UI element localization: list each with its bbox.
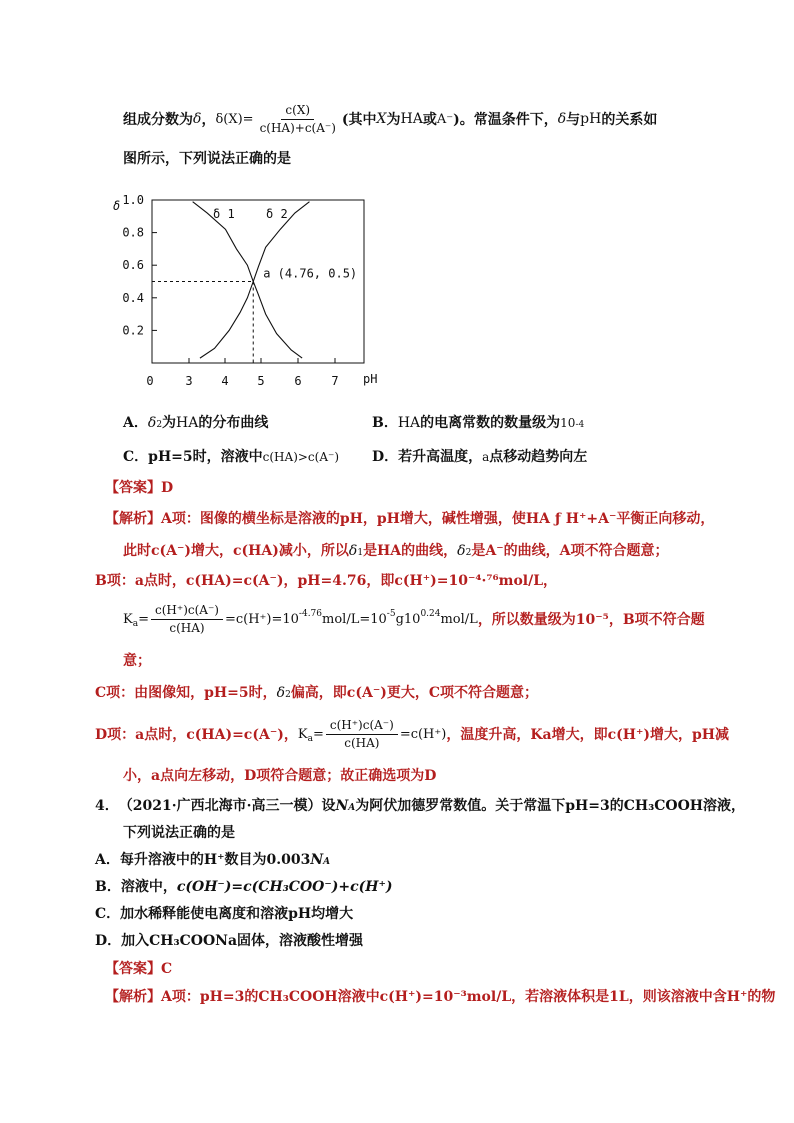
stem-text: 为阿伏加德罗常数值。关于常温下pH=3的CH₃COOH溶液，	[355, 798, 745, 814]
y-tick-label: 0.8	[122, 225, 144, 240]
option-b-label: B．	[372, 415, 398, 431]
y-tick-label: 0.4	[122, 290, 144, 305]
delta-symbol: δ	[557, 111, 567, 127]
analysis-4-line1	[105, 986, 775, 1006]
option-b	[372, 412, 584, 432]
q3-stem-line1	[123, 103, 743, 135]
analysis-text: C项：由图像知，pH=5时，	[95, 685, 277, 701]
species-a-minus: A⁻	[436, 111, 454, 127]
stem-text: )。常温条件下，	[453, 112, 558, 128]
analysis-text: 偏高，即c(A⁻)更大，C项不符合题意；	[290, 685, 538, 701]
species-ha: HA	[400, 111, 423, 127]
x-axis-label: pH	[363, 372, 378, 386]
question-source: （2021·广西北海市·高三一模）	[118, 798, 322, 814]
variable-x: X	[376, 111, 387, 127]
stem-text: (其中	[341, 112, 377, 128]
option-text: B．溶液中，	[95, 879, 177, 895]
species-ha: HA	[176, 415, 199, 431]
subscript: a	[307, 734, 313, 744]
fraction	[256, 103, 340, 136]
series-label-delta2: δ 2	[266, 207, 288, 221]
analysis-3-line3: B项：a点时，c(HA)=c(A⁻)，pH=4.76，即c(H⁺)=10⁻⁴·⁷⁶mol/L，	[95, 573, 558, 589]
equals: =	[312, 726, 324, 742]
question-number: 4．	[95, 798, 119, 814]
stem-text: 或	[422, 112, 437, 128]
exponent: -5	[386, 609, 396, 619]
option-c	[123, 446, 339, 466]
formula-text: mol/L	[440, 611, 478, 627]
stem-text: 的关系如	[601, 112, 658, 128]
option-text: 的分布曲线	[198, 415, 269, 431]
y-tick-label: 1.0	[122, 193, 144, 207]
ka-fraction	[326, 718, 398, 751]
option-expression: c(HA)>c(A⁻)	[262, 450, 340, 464]
stem-text: 为	[386, 112, 401, 128]
answer-value: C	[161, 961, 173, 977]
fraction-denominator: c(HA)	[344, 735, 380, 750]
delta-symbol: δ	[457, 543, 466, 559]
option-text: pH=5时，溶液中	[148, 449, 263, 465]
subscript: 2	[465, 548, 472, 558]
option-a	[123, 412, 268, 432]
analysis-3-line1	[105, 508, 714, 528]
formula-text: mol/L=10	[322, 611, 387, 627]
fraction-numerator: c(H⁺)c(A⁻)	[326, 718, 398, 735]
answer-value: D	[161, 480, 174, 496]
answer-3	[105, 477, 173, 497]
subscript: A	[348, 803, 356, 813]
subscript: 2	[285, 690, 291, 700]
y-tick-label: 0.6	[122, 258, 144, 273]
analysis-text: A项：图像的横坐标是溶液的pH，pH增大，碱性增强，使HA ƒ H⁺+A⁻平衡正向移动，	[161, 511, 715, 527]
option-a-label: A．	[123, 415, 148, 431]
option-d-label: D．	[372, 449, 399, 465]
q4-stem-line2: 下列说法正确的是	[123, 825, 235, 841]
analysis-text: ，所以数量级为10⁻⁵，B项不符合题	[477, 612, 705, 628]
na-symbol: N	[310, 852, 324, 868]
option-text: 若升高温度，	[398, 449, 483, 465]
analysis-tag: 【解析】	[105, 511, 161, 527]
option-d	[372, 446, 587, 466]
species-ha: HA	[397, 415, 421, 431]
distribution-chart	[105, 188, 395, 393]
analysis-3-line2	[123, 540, 668, 560]
x-tick-label: 6	[294, 374, 302, 388]
x-tick-label: 4	[221, 374, 229, 388]
answer-tag: 【答案】	[105, 480, 161, 496]
answer-tag: 【答案】	[105, 961, 161, 977]
ka-symbol: K	[297, 726, 308, 742]
option-text: 点移动趋势向左	[489, 449, 588, 465]
formula-text: =c(H⁺)=10	[224, 611, 299, 627]
q3-stem-line2: 图所示，下列说法正确的是	[123, 151, 291, 167]
analysis-tag: 【解析】	[105, 989, 161, 1005]
x-tick-label: 0	[146, 374, 154, 388]
q4-stem-line1	[95, 795, 745, 815]
power-base: 10	[560, 416, 576, 430]
analysis-3-line4	[123, 600, 705, 638]
delta-symbol: δ	[147, 415, 157, 431]
analysis-3-line7	[95, 714, 729, 754]
q4-option-b	[95, 876, 392, 896]
ka-symbol: K	[123, 611, 133, 627]
option-text: 为	[162, 415, 177, 431]
ph-label: pH	[580, 111, 602, 127]
y-tick-label: 0.2	[122, 323, 144, 338]
fraction-denominator: c(HA)	[169, 620, 205, 635]
exponent: -4	[575, 420, 585, 430]
stem-text: 设	[321, 798, 336, 814]
analysis-3-line6	[95, 682, 538, 702]
fraction-denominator: c(HA)+c(A⁻)	[259, 120, 336, 135]
point-a: a	[482, 450, 490, 464]
analysis-text: A项：pH=3的CH₃COOH溶液中c(H⁺)=10⁻³mol/L，若溶液体积是1L，则该溶液中含H⁺的物	[161, 989, 776, 1005]
answer-4	[105, 958, 172, 978]
x-tick-label: 3	[185, 374, 193, 388]
x-tick-label: 5	[257, 374, 265, 388]
analysis-3-line8: 小，a点向左移动，D项符合题意；故正确选项为D	[123, 768, 437, 784]
na-symbol: N	[335, 798, 349, 814]
option-c-label: C．	[123, 449, 149, 465]
delta-symbol: δ	[276, 685, 286, 701]
option-text: 的电离常数的数量级为	[420, 415, 561, 431]
subscript: 2	[156, 420, 163, 430]
stem-text: ，	[201, 112, 216, 128]
option-expression: c(OH⁻)=c(CH₃COO⁻)+c(H⁺)	[176, 879, 393, 895]
delta-symbol: δ	[348, 543, 358, 559]
formula-lhs: δ(X)=	[215, 111, 254, 127]
q4-option-c: C．加水稀释能使电离度和溶液pH均增大	[95, 906, 354, 922]
q4-option-d: D．加入CH₃COONa固体，溶液酸性增强	[95, 933, 364, 949]
y-axis-label: δ	[113, 199, 121, 213]
subscript: A	[323, 857, 331, 867]
stem-text: 组成分数为	[123, 112, 193, 128]
analysis-3-line5: 意；	[123, 653, 151, 669]
q4-option-a	[95, 849, 330, 869]
x-tick-label: 7	[331, 374, 339, 388]
analysis-text: ，温度升高，Ka增大，即c(H⁺)增大，pH减	[446, 727, 729, 743]
option-text: A．每升溶液中的H⁺数目为0.003	[95, 852, 311, 868]
formula-text: =c(H⁺)	[399, 726, 447, 742]
stem-text: 与	[566, 112, 581, 128]
delta-symbol: δ	[193, 111, 202, 127]
analysis-text: 是HA的曲线，	[363, 543, 458, 559]
exponent: 0.24	[420, 609, 441, 619]
annotation-label: a (4.76, 0.5)	[263, 266, 358, 281]
fraction-numerator: c(H⁺)c(A⁻)	[151, 603, 223, 620]
analysis-text: 此时c(A⁻)增大，c(HA)减小，所以	[123, 543, 349, 559]
subscript: a	[132, 619, 139, 629]
analysis-text: 是A⁻的曲线，A项不符合题意；	[471, 543, 669, 559]
equals: =	[138, 611, 149, 627]
ka-fraction	[151, 603, 223, 636]
subscript: 1	[357, 548, 364, 558]
fraction-numerator: c(X)	[281, 103, 314, 120]
formula-text: g10	[395, 611, 421, 627]
series-label-delta1: δ 1	[213, 207, 235, 221]
exponent: -4.76	[298, 609, 323, 619]
analysis-text: D项：a点时，c(HA)=c(A⁻)，	[95, 727, 298, 743]
